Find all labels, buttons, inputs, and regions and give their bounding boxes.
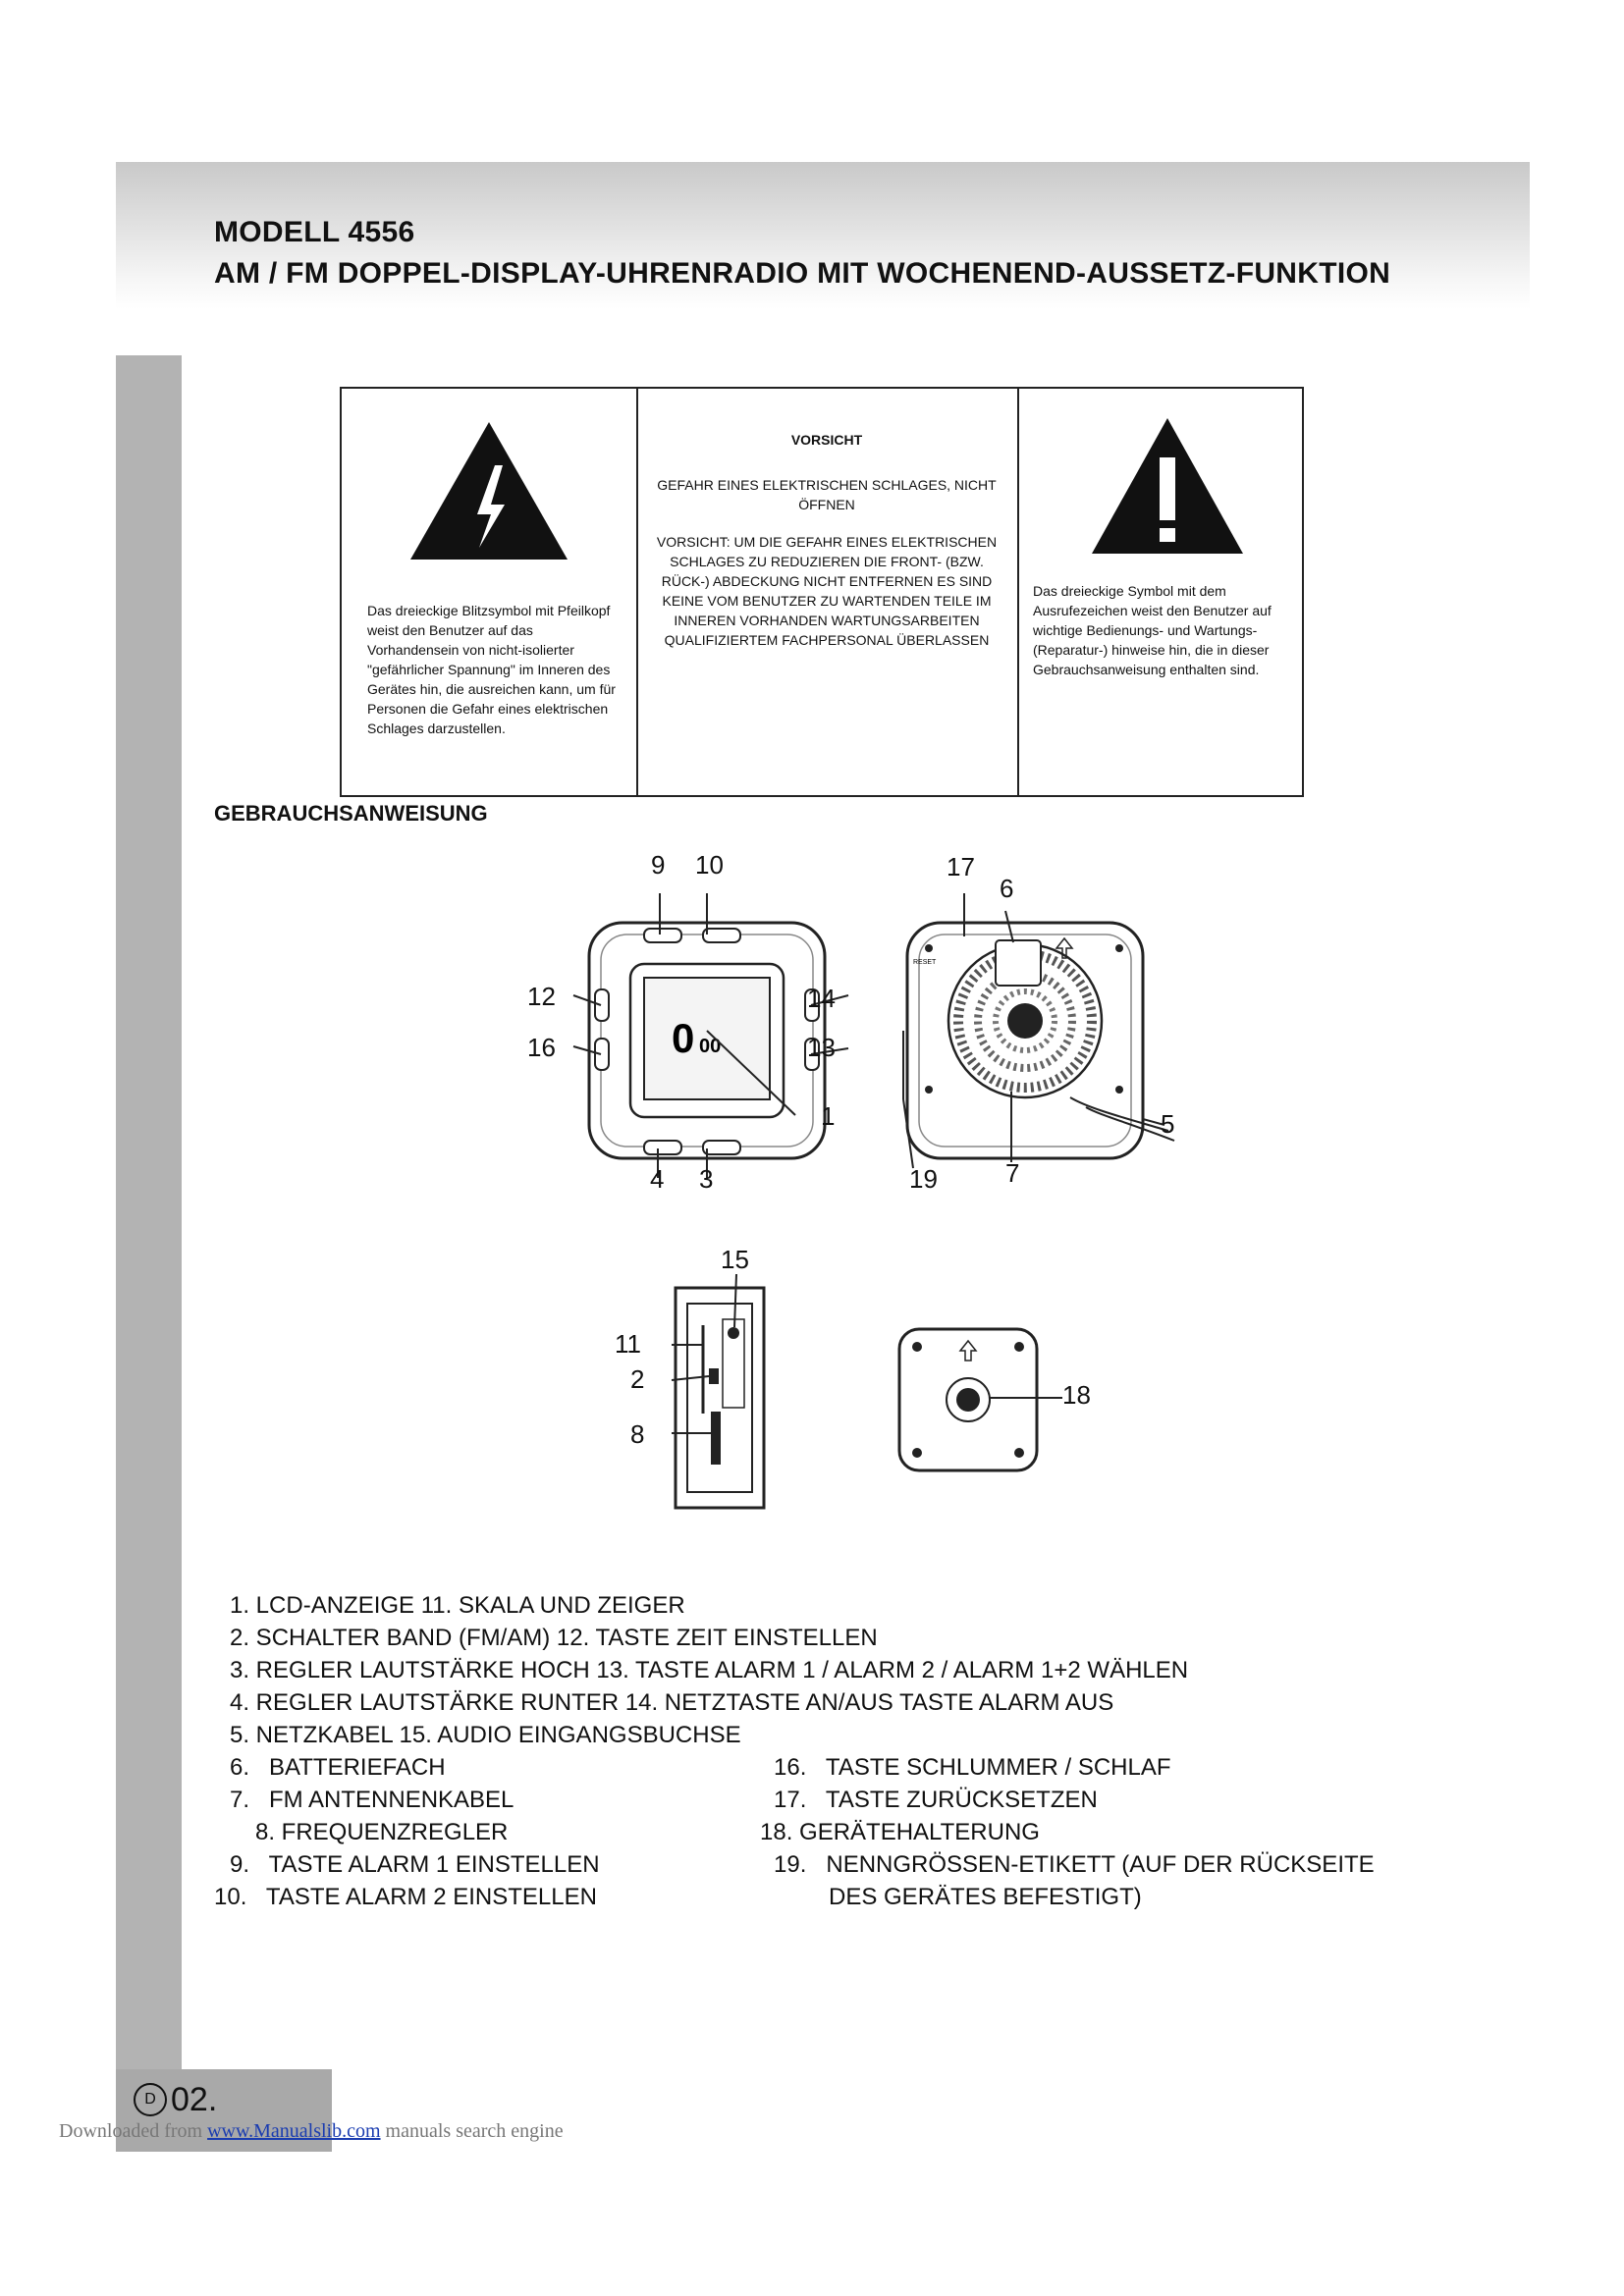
footer-link[interactable]: www.Manualslib.com [207, 2120, 381, 2142]
callout-12: 12 [527, 982, 556, 1011]
callout-9: 9 [651, 850, 666, 880]
callout-10: 10 [695, 850, 724, 880]
warning-left-column [342, 389, 638, 795]
callout-5: 5 [1161, 1109, 1175, 1139]
part-line-right: 18. GERÄTEHALTERUNG [760, 1819, 1040, 1845]
lightning-warning-icon [406, 418, 571, 563]
warning-center-column [636, 389, 1019, 795]
callout-2: 2 [630, 1364, 645, 1394]
part-line: 5. NETZKABEL 15. AUDIO EINGANGSBUCHSE [230, 1722, 741, 1748]
warning-right-column [1019, 389, 1304, 795]
side-view-figure [628, 1266, 785, 1512]
part-line: 3. REGLER LAUTSTÄRKE HOCH 13. TASTE ALARM 1 / ALARM 2 / ALARM 1+2 WÄHLEN [230, 1657, 1189, 1683]
callout-7: 7 [1005, 1158, 1020, 1188]
callout-19: 19 [909, 1164, 938, 1194]
caution-line: GEFAHR EINES ELEKTRISCHEN SCHLAGES, NICHT ÖFFNEN [657, 477, 997, 512]
callout-3: 3 [699, 1164, 714, 1194]
display-digit: 0 [672, 1015, 695, 1061]
part-line-right: DES GERÄTES BEFESTIGT) [829, 1884, 1142, 1910]
callout-11: 11 [615, 1329, 641, 1359]
caution-title: VORSICHT [790, 432, 863, 448]
part-line-right: 16. TASTE SCHLUMMER / SCHLAF [774, 1754, 1171, 1781]
callout-6: 6 [1000, 874, 1014, 903]
caution-note: VORSICHT: UM DIE GEFAHR EINES ELEKTRISCHEN SCHLAGES ZU REDUZIEREN DIE FRONT- (BZW. RÜCK-) ABDECKUNG NICHT ENTFERNEN ES SIND KEINE VOM BENUTZER ZU WARTENDEN TEILE IM INNEREN VORHANDEN WARTUNGSARBEITEN QUALIFIZIERTEM FACHPERSONAL ÜBERLASSEN [656, 534, 998, 648]
page-number: 02. [171, 2081, 218, 2118]
product-title: AM / FM DOPPEL-DISPLAY-UHRENRADIO MIT WOCHENEND-AUSSETZ-FUNKTION [214, 257, 1391, 290]
footer-prefix: Downloaded from [59, 2120, 208, 2142]
part-line-right: 17. TASTE ZURÜCKSETZEN [774, 1787, 1098, 1813]
callout-18: 18 [1062, 1380, 1091, 1410]
footer-suffix: manuals search engine [380, 2120, 564, 2142]
warning-right-text: Das dreieckige Symbol mit dem Ausrufezeichen weist den Benutzer auf wichtige Bedienungs- und Wartungs- (Reparatur-) hinweise hin, die in dieser Gebrauchsanweisung enthalten sind. [1033, 583, 1272, 677]
model-title: MODELL 4556 [214, 216, 415, 248]
part-line-left: 6. BATTERIEFACH [230, 1754, 446, 1781]
warning-left-text: Das dreieckige Blitzsymbol mit Pfeilkopf weist den Benutzer auf das Vorhandensein von nicht-isolierter "gefährlicher Spannung" im Inneren des Gerätes hin, die ausreichen kann, um für Personen die Gefahr eines elektrischen Schlages darzustellen. [367, 603, 616, 736]
callout-16: 16 [527, 1033, 556, 1062]
callout-4: 4 [650, 1164, 665, 1194]
language-circle: D [134, 2083, 167, 2116]
footer [59, 2120, 564, 2143]
exclamation-warning-icon [1088, 414, 1247, 558]
callout-14: 14 [807, 984, 836, 1013]
part-line-right: 19. NENNGRÖSSEN-ETIKETT (AUF DER RÜCKSEITE [774, 1851, 1375, 1878]
callout-15: 15 [721, 1245, 749, 1274]
warning-box [340, 387, 1304, 797]
part-line-left: 7. FM ANTENNENKABEL [230, 1787, 514, 1813]
section-heading: GEBRAUCHSANWEISUNG [214, 801, 488, 826]
callout-8: 8 [630, 1419, 645, 1449]
part-line: 2. SCHALTER BAND (FM/AM) 12. TASTE ZEIT EINSTELLEN [230, 1625, 878, 1651]
part-line-left: 10. TASTE ALARM 2 EINSTELLEN [214, 1884, 597, 1910]
part-line-left: 8. FREQUENZREGLER [255, 1819, 509, 1845]
back-view-figure [884, 883, 1198, 1198]
part-line-left: 9. TASTE ALARM 1 EINSTELLEN [230, 1851, 600, 1878]
callout-13: 13 [807, 1033, 836, 1062]
part-line: 1. LCD-ANZEIGE 11. SKALA UND ZEIGER [230, 1592, 685, 1619]
callout-1: 1 [821, 1101, 836, 1131]
callout-17: 17 [947, 852, 975, 881]
display-digits-small: 00 [699, 1036, 722, 1057]
side-bar [116, 355, 182, 2073]
reset-label: RESET [913, 959, 937, 966]
part-line: 4. REGLER LAUTSTÄRKE RUNTER 14. NETZTASTE AN/AUS TASTE ALARM AUS [230, 1689, 1114, 1716]
